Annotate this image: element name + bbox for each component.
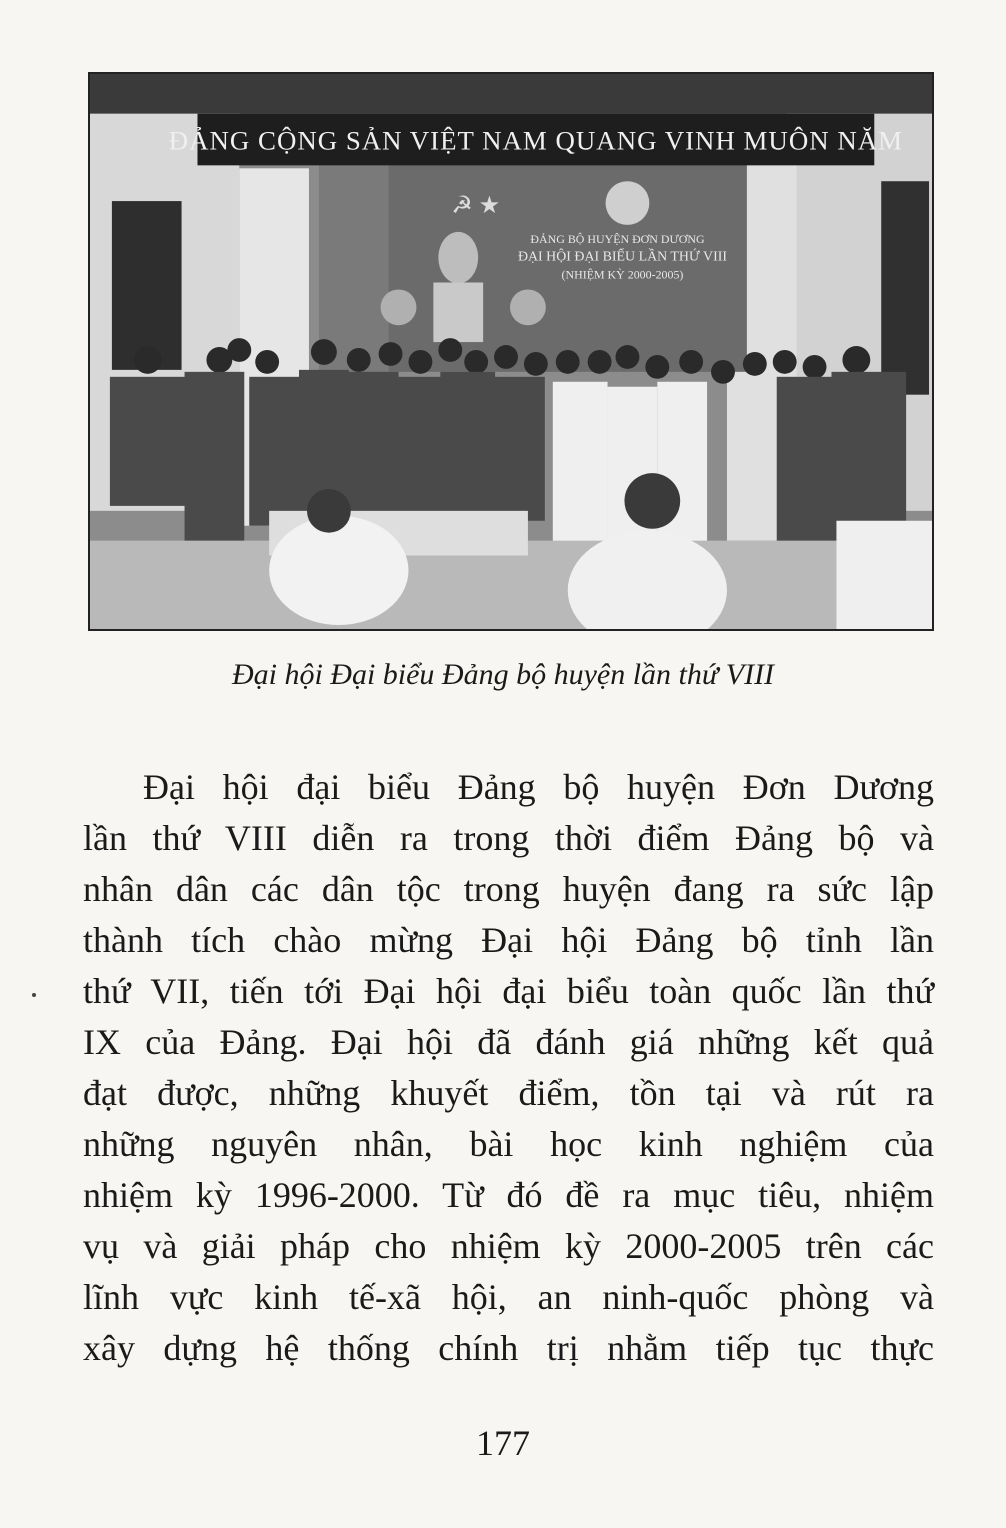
body-line: Đại hội đại biểu Đảng bộ huyện Đơn Dương [143,767,934,807]
body-line: IX của Đảng. Đại hội đã đánh giá những kết quả [83,1022,934,1062]
body-paragraph [83,762,934,1374]
body-line: nhân dân các dân tộc trong huyện đang ra sức lập [83,869,934,909]
congress-photo [88,72,934,631]
banner-text: ĐẢNG CỘNG SẢN VIỆT NAM QUANG VINH MUÔN NĂM [168,125,904,156]
congress-photo-image [90,74,932,629]
stray-mark [32,993,36,997]
body-line: đạt được, những khuyết điểm, tồn tại và rút ra [83,1073,934,1113]
body-line: lần thứ VIII diễn ra trong thời điểm Đảng bộ và [83,818,934,858]
page-number: 177 [476,1423,530,1463]
star-icon: ☭ ★ [451,193,501,219]
body-line: thứ VII, tiến tới Đại hội đại biểu toàn quốc lần thứ [83,971,934,1011]
body-line: lĩnh vực kinh tế-xã hội, an ninh-quốc phòng và [83,1277,934,1317]
body-line: những nguyên nhân, bài học kinh nghiệm của [83,1124,934,1164]
backdrop-line-3: (NHIỆM KỲ 2000-2005) [561,267,684,282]
backdrop-line-1: ĐẢNG BỘ HUYỆN ĐƠN DƯƠNG [530,231,705,246]
body-line: thành tích chào mừng Đại hội Đảng bộ tỉnh lần [83,920,934,960]
backdrop-line-2: ĐẠI HỘI ĐẠI BIỂU LẦN THỨ VIII [517,249,727,265]
body-line: vụ và giải pháp cho nhiệm kỳ 2000-2005 trên các [83,1226,934,1266]
body-line: xây dựng hệ thống chính trị nhằm tiếp tục thực [83,1328,934,1368]
photo-caption: Đại hội Đại biểu Đảng bộ huyện lần thứ VIII [231,658,775,691]
body-line: nhiệm kỳ 1996-2000. Từ đó đề ra mục tiêu, nhiệm [83,1175,934,1215]
